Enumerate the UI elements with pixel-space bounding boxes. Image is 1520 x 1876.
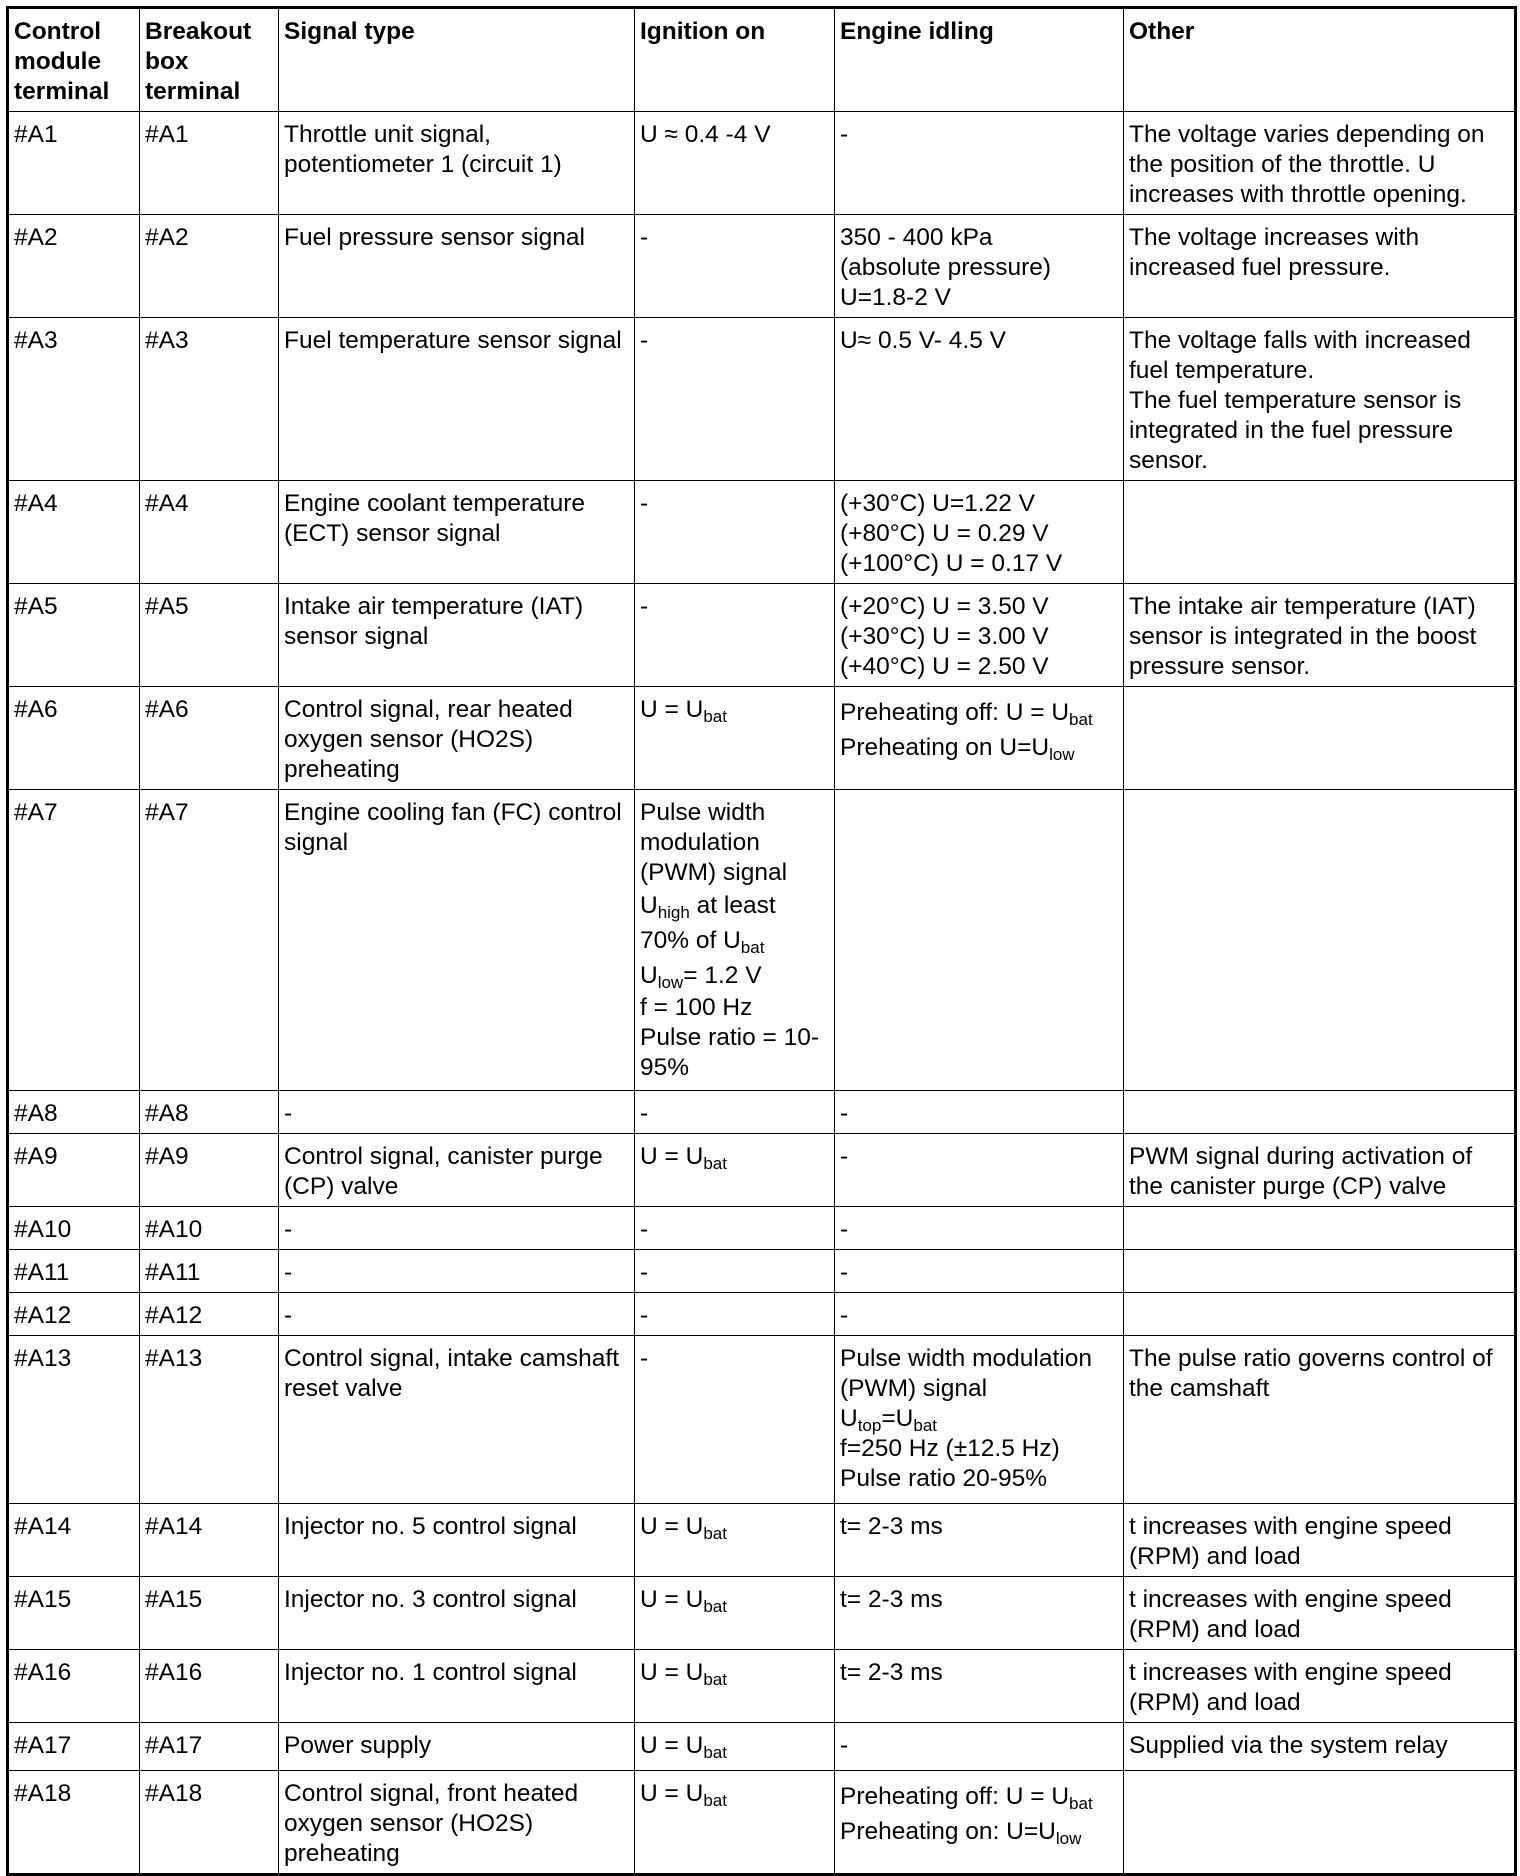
other <box>1124 790 1516 1091</box>
signal-type: Fuel pressure sensor signal <box>279 215 635 318</box>
engine-idling: (+20°C) U = 3.50 V (+30°C) U = 3.00 V (+40°C) U = 2.50 V <box>835 584 1124 687</box>
signal-type: Control signal, intake camshaft reset valve <box>279 1336 635 1504</box>
signal-type: - <box>279 1207 635 1250</box>
bb-terminal: #A1 <box>140 112 279 215</box>
other <box>1124 687 1516 790</box>
ignition-on: - <box>635 1250 835 1293</box>
bb-terminal: #A2 <box>140 215 279 318</box>
other <box>1124 1250 1516 1293</box>
table-row <box>8 687 1516 790</box>
ignition-on: U ≈ 0.4 -4 V <box>635 112 835 215</box>
engine-idling: t= 2-3 ms <box>835 1650 1124 1723</box>
ignition-on: $U = U_{bat}$ <box>635 687 835 790</box>
ignition-on: - <box>635 215 835 318</box>
bb-terminal: #A16 <box>140 1650 279 1723</box>
engine-idling: - <box>835 1091 1124 1134</box>
signal-type: Intake air temperature (IAT) sensor signal <box>279 584 635 687</box>
signal-type: Fuel temperature sensor signal <box>279 318 635 481</box>
signal-type: - <box>279 1091 635 1134</box>
cm-terminal: #A3 <box>8 318 140 481</box>
engine-idling: - <box>835 1723 1124 1771</box>
engine-idling: - <box>835 1293 1124 1336</box>
engine-idling: - <box>835 112 1124 215</box>
table-row <box>8 215 1516 318</box>
table-row <box>8 1336 1516 1504</box>
table-row <box>8 112 1516 215</box>
table-row <box>8 1207 1516 1250</box>
header-control-module-terminal: Control module terminal <box>8 8 140 112</box>
other <box>1124 1771 1516 1875</box>
ignition-on: - <box>635 481 835 584</box>
table-row <box>8 1134 1516 1207</box>
header-breakout-box-terminal: Breakout box terminal <box>140 8 279 112</box>
table-row <box>8 1577 1516 1650</box>
cm-terminal: #A9 <box>8 1134 140 1207</box>
engine-idling <box>835 790 1124 1091</box>
ignition-on: $U = U_{bat}$ <box>635 1771 835 1875</box>
engine-idling: - <box>835 1250 1124 1293</box>
signal-type: Injector no. 1 control signal <box>279 1650 635 1723</box>
engine-idling: U≈ 0.5 V- 4.5 V <box>835 318 1124 481</box>
cm-terminal: #A6 <box>8 687 140 790</box>
bb-terminal: #A11 <box>140 1250 279 1293</box>
table-row <box>8 1293 1516 1336</box>
cm-terminal: #A5 <box>8 584 140 687</box>
engine-idling: t= 2-3 ms <box>835 1504 1124 1577</box>
table-row <box>8 1091 1516 1134</box>
header-row <box>8 8 1516 112</box>
engine-idling: t= 2-3 ms <box>835 1577 1124 1650</box>
signal-type: Engine coolant temperature (ECT) sensor signal <box>279 481 635 584</box>
cm-terminal: #A18 <box>8 1771 140 1875</box>
signal-type: Control signal, front heated oxygen sensor (HO2S) preheating <box>279 1771 635 1875</box>
signal-type: Injector no. 5 control signal <box>279 1504 635 1577</box>
table-row <box>8 318 1516 481</box>
other <box>1124 1207 1516 1250</box>
cm-terminal: #A16 <box>8 1650 140 1723</box>
bb-terminal: #A9 <box>140 1134 279 1207</box>
other: t increases with engine speed (RPM) and load <box>1124 1650 1516 1723</box>
cm-terminal: #A17 <box>8 1723 140 1771</box>
bb-terminal: #A14 <box>140 1504 279 1577</box>
engine-idling: Preheating off: $U = U_{bat}$ Preheating on $U=U_{low}$ <box>835 687 1124 790</box>
bb-terminal: #A6 <box>140 687 279 790</box>
other: t increases with engine speed (RPM) and load <box>1124 1577 1516 1650</box>
cm-terminal: #A10 <box>8 1207 140 1250</box>
cm-terminal: #A11 <box>8 1250 140 1293</box>
header-signal-type: Signal type <box>279 8 635 112</box>
ignition-on: - <box>635 318 835 481</box>
signal-type: Injector no. 3 control signal <box>279 1577 635 1650</box>
table-row <box>8 1504 1516 1577</box>
signal-type: - <box>279 1293 635 1336</box>
ignition-on: $U = U_{bat}$ <box>635 1723 835 1771</box>
table-row <box>8 790 1516 1091</box>
engine-idling: 350 - 400 kPa (absolute pressure) U=1.8-2 V <box>835 215 1124 318</box>
table-row <box>8 584 1516 687</box>
signal-type: Control signal, canister purge (CP) valve <box>279 1134 635 1207</box>
engine-idling: - <box>835 1207 1124 1250</box>
table-row <box>8 1650 1516 1723</box>
signal-type: Engine cooling fan (FC) control signal <box>279 790 635 1091</box>
ignition-on: - <box>635 1293 835 1336</box>
table-row <box>8 481 1516 584</box>
other <box>1124 481 1516 584</box>
ignition-on: $U = U_{bat}$ <box>635 1650 835 1723</box>
engine-idling: (+30°C) U=1.22 V (+80°C) U = 0.29 V (+100°C) U = 0.17 V <box>835 481 1124 584</box>
other: The voltage falls with increased fuel temperature. The fuel temperature sensor is integrated in the fuel pressure sensor. <box>1124 318 1516 481</box>
other: t increases with engine speed (RPM) and load <box>1124 1504 1516 1577</box>
ignition-on: Pulse width modulation (PWM) signal $U_{high}$ at least 70% of $U_{bat}$ $U_{low}= 1.2$ V f = 100 Hz Pulse ratio = 10-95% <box>635 790 835 1091</box>
other: Supplied via the system relay <box>1124 1723 1516 1771</box>
engine-idling: Pulse width modulation (PWM) signal $U_{top}=U_{bat}$ f=250 Hz (±12.5 Hz) Pulse ratio 20-95% <box>835 1336 1124 1504</box>
other <box>1124 1091 1516 1134</box>
signal-type: Throttle unit signal, potentiometer 1 (circuit 1) <box>279 112 635 215</box>
ignition-on: - <box>635 1336 835 1504</box>
table-row <box>8 1250 1516 1293</box>
signal-type: Control signal, rear heated oxygen sensor (HO2S) preheating <box>279 687 635 790</box>
ignition-on: - <box>635 1207 835 1250</box>
header-ignition-on: Ignition on <box>635 8 835 112</box>
engine-idling: - <box>835 1134 1124 1207</box>
bb-terminal: #A10 <box>140 1207 279 1250</box>
ignition-on: $U = U_{bat}$ <box>635 1504 835 1577</box>
bb-terminal: #A13 <box>140 1336 279 1504</box>
header-other: Other <box>1124 8 1516 112</box>
cm-terminal: #A4 <box>8 481 140 584</box>
signal-table <box>6 6 1517 1876</box>
bb-terminal: #A5 <box>140 584 279 687</box>
other: The voltage varies depending on the position of the throttle. U increases with throttle opening. <box>1124 112 1516 215</box>
cm-terminal: #A15 <box>8 1577 140 1650</box>
bb-terminal: #A15 <box>140 1577 279 1650</box>
cm-terminal: #A1 <box>8 112 140 215</box>
table-row <box>8 1771 1516 1875</box>
cm-terminal: #A12 <box>8 1293 140 1336</box>
bb-terminal: #A18 <box>140 1771 279 1875</box>
ignition-on: $U = U_{bat}$ <box>635 1134 835 1207</box>
other: The intake air temperature (IAT) sensor is integrated in the boost pressure sensor. <box>1124 584 1516 687</box>
bb-terminal: #A4 <box>140 481 279 584</box>
bb-terminal: #A7 <box>140 790 279 1091</box>
cm-terminal: #A7 <box>8 790 140 1091</box>
other <box>1124 1293 1516 1336</box>
cm-terminal: #A8 <box>8 1091 140 1134</box>
signal-type: - <box>279 1250 635 1293</box>
ignition-on: - <box>635 1091 835 1134</box>
cm-terminal: #A14 <box>8 1504 140 1577</box>
ignition-on: - <box>635 584 835 687</box>
signal-type: Power supply <box>279 1723 635 1771</box>
other: The voltage increases with increased fuel pressure. <box>1124 215 1516 318</box>
other: The pulse ratio governs control of the camshaft <box>1124 1336 1516 1504</box>
engine-idling: Preheating off: $U = U_{bat}$ Preheating on: $U=U_{low}$ <box>835 1771 1124 1875</box>
header-engine-idling: Engine idling <box>835 8 1124 112</box>
cm-terminal: #A2 <box>8 215 140 318</box>
bb-terminal: #A17 <box>140 1723 279 1771</box>
ignition-on: $U = U_{bat}$ <box>635 1577 835 1650</box>
bb-terminal: #A3 <box>140 318 279 481</box>
cm-terminal: #A13 <box>8 1336 140 1504</box>
table-row <box>8 1723 1516 1771</box>
other: PWM signal during activation of the canister purge (CP) valve <box>1124 1134 1516 1207</box>
bb-terminal: #A12 <box>140 1293 279 1336</box>
bb-terminal: #A8 <box>140 1091 279 1134</box>
